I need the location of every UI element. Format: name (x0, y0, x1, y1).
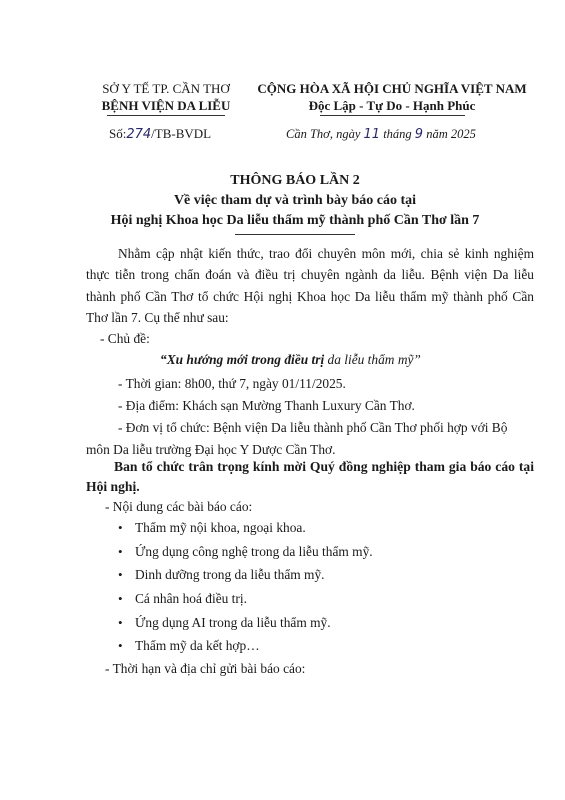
bullet-icon: • (118, 638, 123, 654)
topic-item (118, 589, 373, 613)
date-month-handwritten: 9 (414, 127, 424, 142)
topic-list (118, 518, 373, 660)
organizer-line-1: - Đơn vị tổ chức: Bệnh viện Da liễu thành phố Cần Thơ phối hợp với Bộ (118, 420, 508, 435)
date-month-label: tháng (383, 127, 412, 141)
topic-text: Thẩm mỹ da kết hợp… (135, 638, 260, 654)
topic-text: Ứng dụng công nghệ trong da liễu thẩm mỹ. (135, 543, 373, 559)
doc-number-handwritten: 274 (126, 127, 152, 142)
issue-date (286, 127, 476, 142)
event-time: - Thời gian: 8h00, thứ 7, ngày 01/11/2025. (118, 376, 346, 391)
national-motto: Độc Lập - Tự Do - Hạnh Phúc (308, 98, 476, 113)
deadline-label: - Thời hạn và địa chỉ gửi bài báo cáo: (105, 661, 306, 676)
theme-main: “Xu hướng mới trong điều trị (160, 352, 325, 367)
bullet-icon: • (118, 520, 123, 535)
intro-paragraph (86, 243, 534, 329)
issuer-header (86, 80, 246, 116)
hospital-name: BỆNH VIỆN DA LIỄU (101, 98, 231, 113)
date-place: Cần Thơ, ngày (286, 127, 361, 141)
national-header (252, 80, 532, 116)
bullet-icon: • (118, 543, 123, 559)
country-name: CỘNG HÒA XÃ HỘI CHỦ NGHĨA VIỆT NAM (257, 81, 527, 96)
document-number (109, 126, 211, 142)
topic-item (118, 565, 373, 589)
parent-agency: SỞ Y TẾ TP. CẦN THƠ (102, 81, 230, 96)
topic-text: Cá nhân hoá điều trị. (135, 591, 247, 607)
topic-text: Thẩm mỹ nội khoa, ngoại khoa. (135, 520, 306, 535)
bullet-icon: • (118, 567, 123, 583)
motto-underline (320, 115, 465, 116)
invitation-text: Ban tổ chức trân trọng kính mời Quý đồng nghiệp tham gia báo cáo tại Hội nghị. (86, 459, 534, 494)
date-year: năm 2025 (426, 127, 476, 141)
date-day-handwritten: 11 (363, 127, 381, 142)
notice-title (60, 171, 530, 235)
intro-text: Nhằm cập nhật kiến thức, trao đổi chuyên môn mới, chia sẻ kinh nghiệm thực tiễn trong chẩn đoán và điều trị chuyên ngành da liễu. Bệnh viện Da liễu thành phố Cần Thơ tổ chức Hội nghị Khoa học Da liễu thẩm mỹ thành phố Cần Thơ lần 7. Cụ thể như sau: (86, 246, 534, 326)
event-venue: - Địa điểm: Khách sạn Mường Thanh Luxury Cần Thơ. (118, 398, 415, 413)
topic-item (118, 636, 373, 660)
theme-title (160, 352, 421, 368)
topic-text: Ứng dụng AI trong da liễu thẩm mỹ. (135, 614, 331, 630)
hospital-underline (107, 115, 225, 116)
title-line-2: Về việc tham dự và trình bày báo cáo tại (173, 193, 417, 208)
theme-tail: da liễu thẩm mỹ” (324, 352, 421, 367)
content-label: - Nội dung các bài báo cáo: (105, 499, 253, 514)
doc-number-prefix: Số: (109, 126, 127, 141)
title-line-1: THÔNG BÁO LẦN 2 (230, 173, 360, 188)
invitation-paragraph (86, 457, 534, 497)
topic-item (118, 613, 373, 637)
topic-item (118, 542, 373, 566)
organizer-line-2: môn Da liễu trường Đại học Y Dược Cần Thơ. (86, 442, 336, 457)
topic-text: Dinh dưỡng trong da liễu thẩm mỹ. (135, 567, 325, 583)
bullet-icon: • (118, 614, 123, 630)
theme-label: - Chủ đề: (100, 331, 150, 346)
topic-item (118, 518, 373, 542)
bullet-icon: • (118, 591, 123, 607)
title-underline (235, 234, 355, 235)
doc-number-suffix: /TB-BVDL (151, 126, 212, 141)
title-line-3: Hội nghị Khoa học Da liễu thẩm mỹ thành phố Cần Thơ lần 7 (110, 213, 480, 228)
